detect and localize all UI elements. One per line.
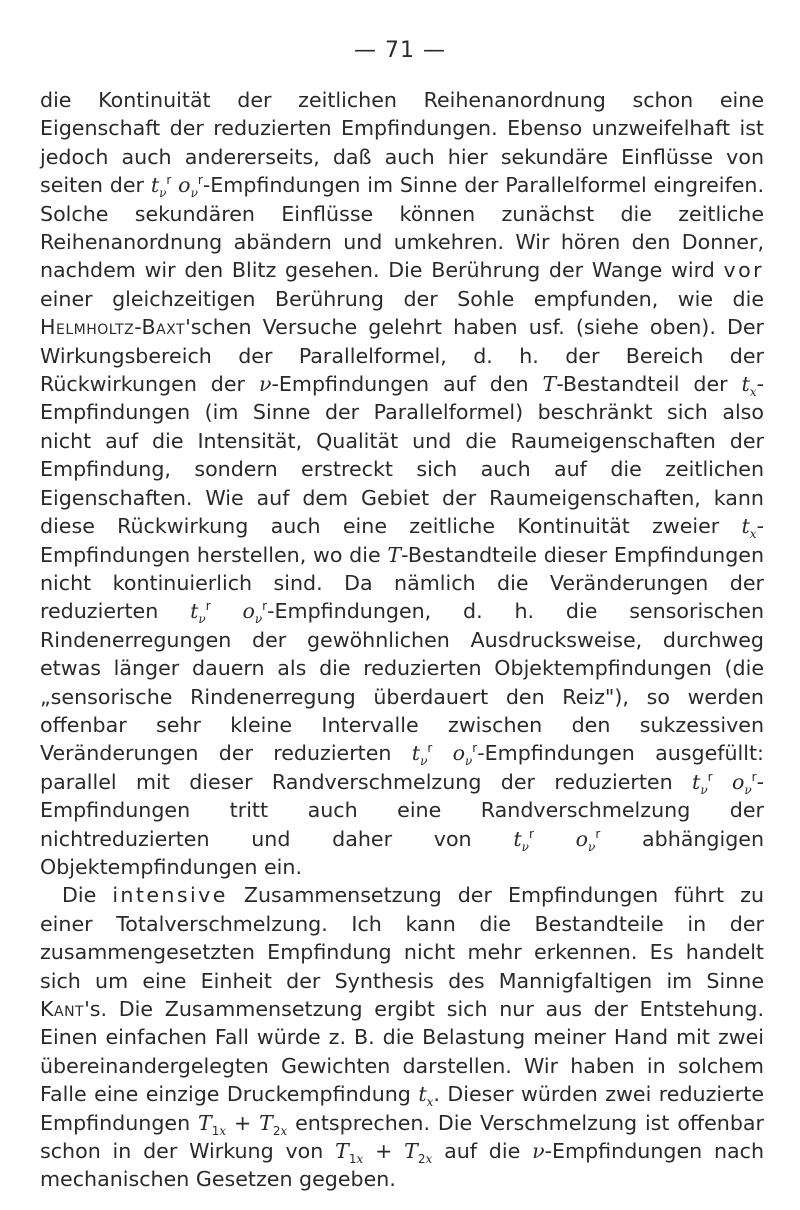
paragraph: Die intensive Zusammensetzung der Empfindungen führt zu einer Totalverschmelzung. Ich kann die Bestandteile in der zusammengesetzten Empfindung nicht mehr erkennen. Es handelt sich um eine Einheit der Synthesis des Mannigfaltigen im Sinne Kant's. Die Zusammensetzung ergibt sich nur aus der Entstehung. Einen einfachen Fall würde z. B. die Belastung meiner Hand mit zwei übereinandergelegten Gewichten darstellen. Wir haben in solchem Falle eine einzige Druckempfindung $t_x$. Dieser würden zwei reduzierte Empfindungen $T_{1x} + T_{2x}$ entsprechen. Die Verschmelzung ist offenbar schon in der Wirkung von $T_{1x} + T_{2x}$ auf die ν-Empfindungen nach mechanischen Gesetzen gegeben.	[40, 883, 765, 1192]
paragraph: die Kontinuität der zeitlichen Reihenanordnung schon eine Eigenschaft der reduzierten Empfindungen. Ebenso unzweifelhaft ist jedoch auch andererseits, daß auch hier sekundäre Einflüsse von seiten der $t_\nu^r$ $o_\nu^r$-Empfindungen im Sinne der Parallelformel eingreifen. Solche sekundären Einflüsse können zunächst die zeitliche Reihenanordnung abändern und umkehren. Wir hören den Donner, nachdem wir den Blitz gesehen. Die Berührung der Wange wird vor einer gleichzeitigen Berührung der Sohle empfunden, wie die Helmholtz-Baxt'schen Versuche gelehrt haben usf. (siehe oben). Der Wirkungsbereich der Parallelformel, d. h. der Bereich der Rückwirkungen der ν-Empfindungen auf den T-Bestandteil der $t_x$-Empfindungen (im Sinne der Parallelformel) beschränkt sich also nicht auf die Intensität, Qualität und die Raumeigenschaften der Empfindung, sondern erstreckt sich auch auf die zeitlichen Eigenschaften. Wie auf dem Gebiet der Raumeigenschaften, kann diese Rückwirkung auch eine zeitliche Kontinuität zweier $t_x$-Empfindungen herstellen, wo die T-Bestandteile dieser Empfindungen nicht kontinuierlich sind. Da nämlich die Veränderungen der reduzierten $t_\nu^r$ $o_\nu^r$-Empfindungen, d. h. die sensorischen Rindenerregungen der gewöhnlichen Ausdrucksweise, durchweg etwas länger dauern als die reduzierten Objektempfindungen (die „sensorische Rindenerregung überdauert den Reiz"), so werden offenbar sehr kleine Intervalle zwischen den sukzessiven Veränderungen der reduzierten $t_\nu^r$ $o_\nu^r$-Empfindungen ausgefüllt: parallel mit dieser Randverschmelzung der reduzierten $t_\nu^r$ $o_\nu^r$-Empfindungen tritt auch eine Randverschmelzung der nichtreduzierten und daher von $t_\nu^r$ $o_\nu^r$ abhängigen Objektempfindungen ein.	[40, 88, 765, 879]
page-number: — 71 —	[354, 38, 446, 63]
body-text	[40, 86, 764, 1194]
